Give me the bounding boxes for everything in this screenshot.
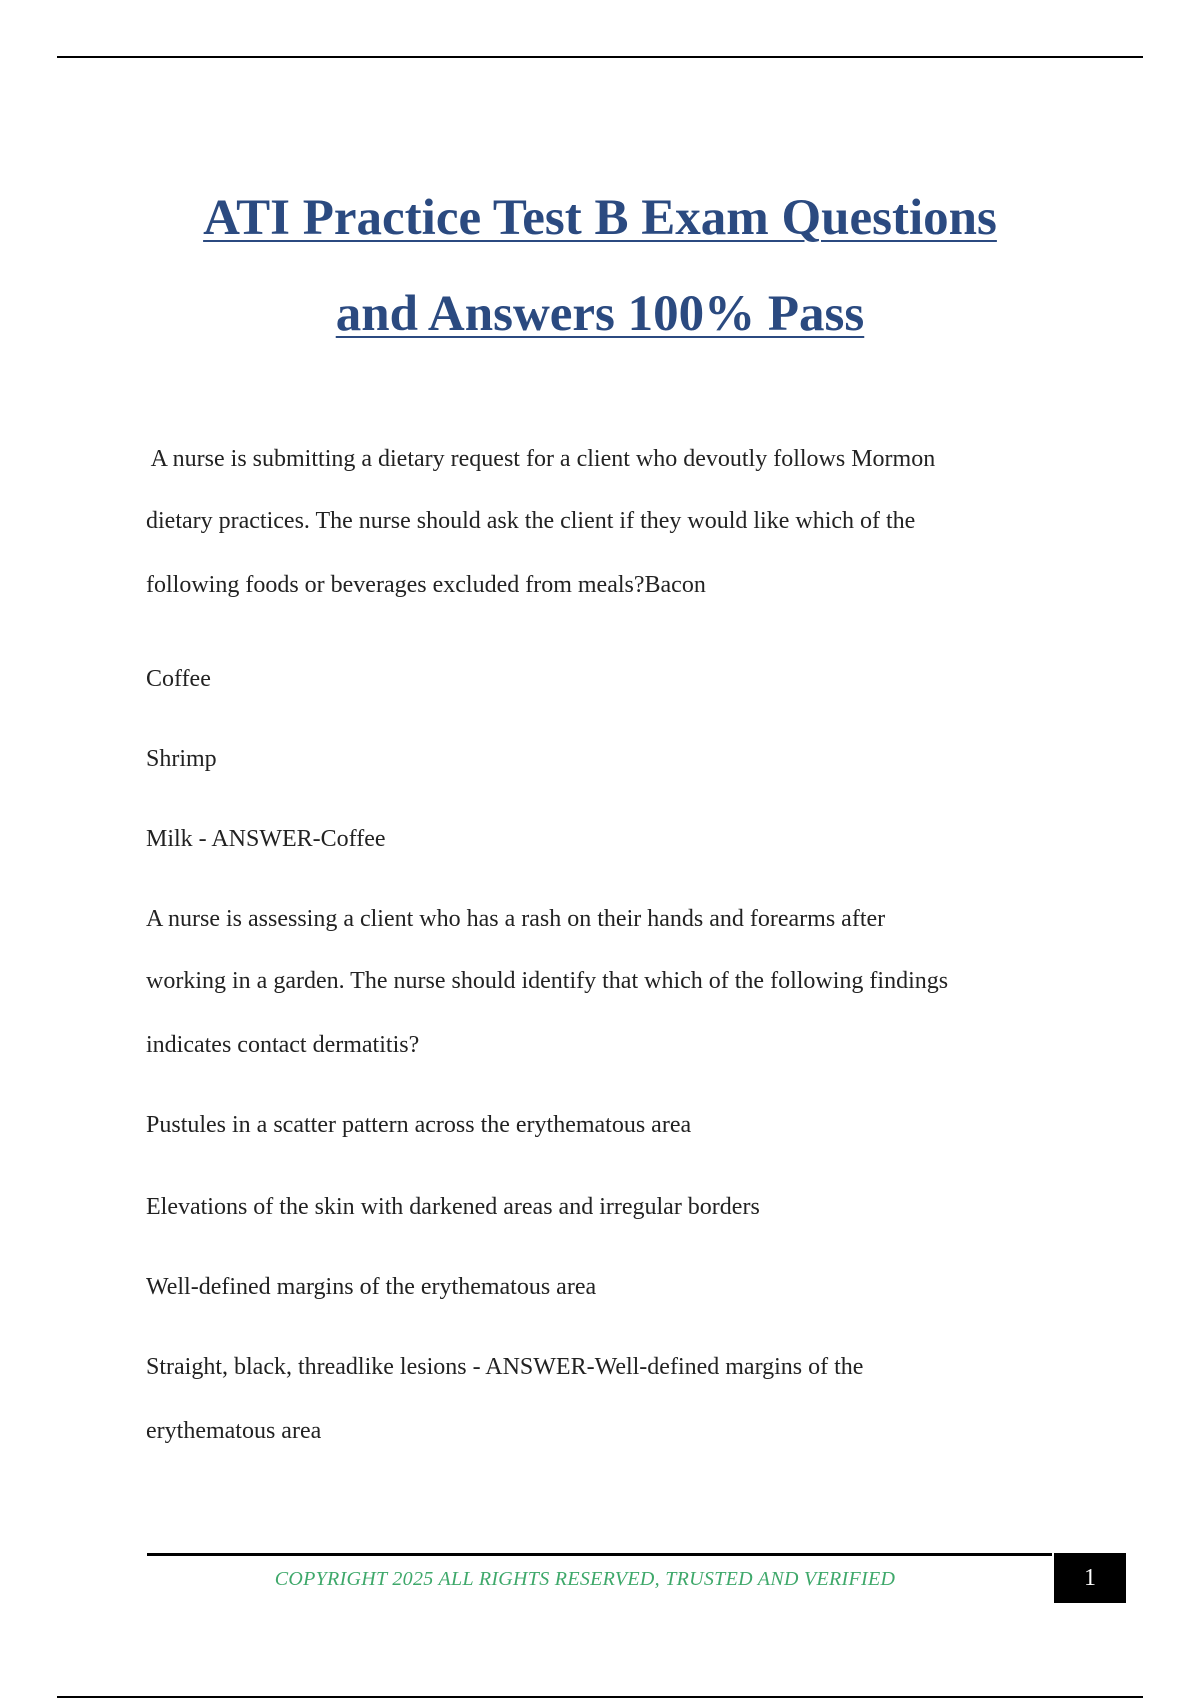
bottom-rule xyxy=(57,1696,1143,1698)
stem-line: A nurse is assessing a client who has a rash on their hands and forearms after xyxy=(146,906,886,932)
top-rule xyxy=(57,56,1143,58)
question-2-option: Elevations of the skin with darkened areas and irregular borders xyxy=(146,1194,760,1220)
question-1-option: Shrimp xyxy=(146,746,217,772)
question-1-option: Milk - ANSWER-Coffee xyxy=(146,826,386,852)
stem-line: following foods or beverages excluded from meals?Bacon xyxy=(146,572,706,598)
stem-line: working in a garden. The nurse should identify that which of the following findings xyxy=(146,968,949,994)
question-2-option: Straight, black, threadlike lesions - ANSWER-Well-defined margins of the xyxy=(146,1354,864,1380)
question-2-option: erythematous area xyxy=(146,1418,322,1444)
question-2-option: Well-defined margins of the erythematous area xyxy=(146,1274,597,1300)
stem-line: dietary practices. The nurse should ask the client if they would like which of the xyxy=(146,508,916,534)
page-number: 1 xyxy=(1054,1553,1126,1603)
question-2-option: Pustules in a scatter pattern across the erythematous area xyxy=(146,1112,692,1138)
footer-copyright: COPYRIGHT 2025 ALL RIGHTS RESERVED, TRUSTED AND VERIFIED xyxy=(274,1568,896,1590)
stem-line: A nurse is submitting a dietary request for a client who devoutly follows Mormon xyxy=(146,446,936,472)
footer-rule xyxy=(147,1553,1052,1556)
title-line-2: and Answers 100% Pass xyxy=(335,286,865,342)
question-1-option: Coffee xyxy=(146,666,211,692)
stem-line: indicates contact dermatitis? xyxy=(146,1032,420,1058)
document-title xyxy=(100,170,1100,362)
title-line-1: ATI Practice Test B Exam Questions xyxy=(203,190,997,246)
